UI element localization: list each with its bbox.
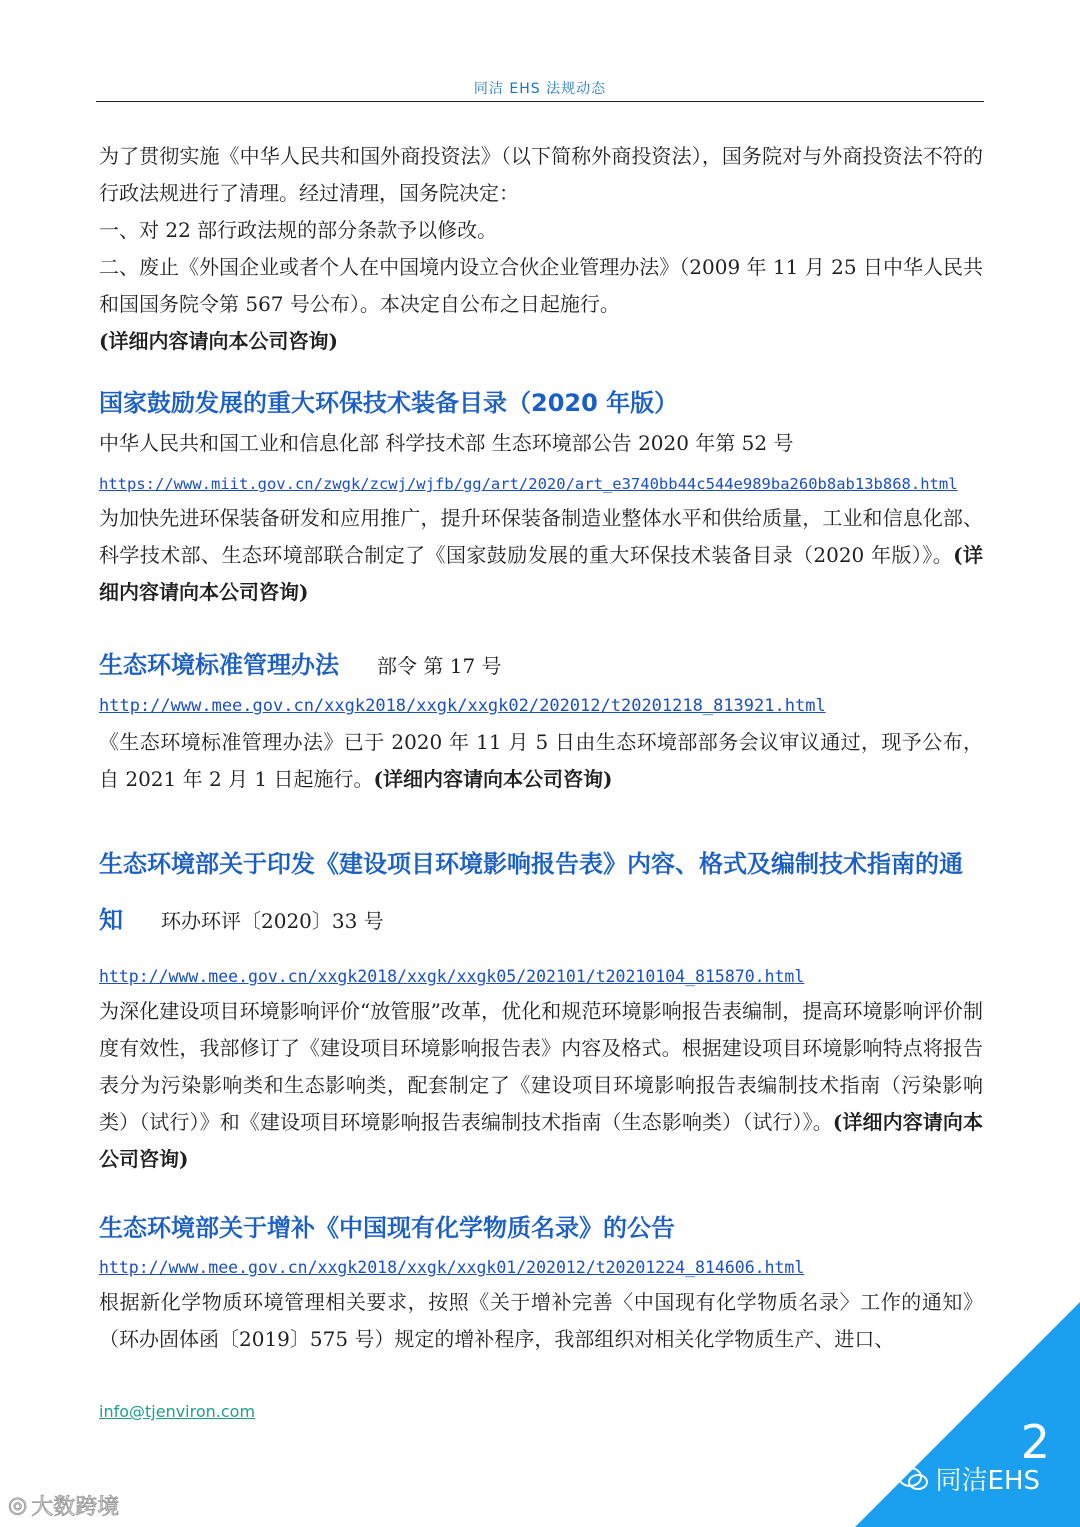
- section-1-body-text: 为加快先进环保装备研发和应用推广，提升环保装备制造业整体水平和供给质量，工业和信息化部、科学技术部、生态环境部联合制定了《国家鼓励发展的重大环保技术装备目录（2020 年版）》。: [99, 506, 983, 567]
- section-3-body-text: 为深化建设项目环境影响评价“放管服”改革，优化和规范环境影响报告表编制，提高环境影响评价制度有效性，我部修订了《建设项目环境影响报告表》内容及格式。根据建设项目环境影响特点将报告表分为污染影响类和生态影响类，配套制定了《建设项目环境影响报告表编制技术指南（污染影响类）（试行）》和《建设项目环境影响报告表编制技术指南（生态影响类）（试行）》。: [99, 999, 983, 1134]
- footer-email-link[interactable]: info@tjenviron.com: [99, 1402, 256, 1421]
- section-2-link[interactable]: http://www.mee.gov.cn/xxgk2018/xxgk/xxgk02/202012/t20201218_813921.html: [99, 696, 826, 716]
- section-1-body: [99, 500, 983, 611]
- section-4-link[interactable]: http://www.mee.gov.cn/xxgk2018/xxgk/xxgk01/202012/t20201224_814606.html: [99, 1258, 805, 1277]
- header-title: 同洁 EHS 法规动态: [473, 81, 607, 97]
- section-2-note: (详细内容请向本公司咨询): [373, 767, 613, 791]
- section-4-body: 根据新化学物质环境管理相关要求，按照《关于增补完善〈中国现有化学物质名录〉工作的通知》（环办固体函〔2019〕575 号）规定的增补程序，我部组织对相关化学物质生产、进口、: [99, 1290, 983, 1351]
- section-2-body: [99, 724, 983, 798]
- section-3-link[interactable]: http://www.mee.gov.cn/xxgk2018/xxgk/xxgk05/202101/t20210104_815870.html: [99, 967, 805, 986]
- intro-note: (详细内容请向本公司咨询): [99, 329, 338, 353]
- section-1-subtitle: 中华人民共和国工业和信息化部 科学技术部 生态环境部公告 2020 年第 52 号: [99, 431, 794, 455]
- section-3-note: (详细内容请向本公司咨询): [99, 1110, 983, 1171]
- section-2-title: 生态环境标准管理办法: [99, 651, 339, 679]
- header-divider: [96, 101, 984, 102]
- section-1-title: 国家鼓励发展的重大环保技术装备目录（2020 年版）: [99, 389, 679, 417]
- section-2-heading: [99, 645, 983, 686]
- watermark-right-text: 同洁EHS: [935, 1466, 1040, 1496]
- section-3-ref: 环办环评〔2020〕33 号: [161, 909, 384, 933]
- section-1-link[interactable]: https://www.miit.gov.cn/zwgk/zcwj/wjfb/gg/art/2020/art_e3740bb44c544e989ba260b8ab13b868.html: [99, 475, 958, 493]
- section-1-note: (详细内容请向本公司咨询): [99, 543, 983, 604]
- intro-paragraph: 为了贯彻实施《中华人民共和国外商投资法》（以下简称外商投资法），国务院对与外商投资法不符的行政法规进行了清理。经过清理，国务院决定：: [99, 144, 983, 205]
- section-3-heading: [99, 836, 983, 949]
- section-3-body: [99, 993, 983, 1178]
- section-3-title: 生态环境部关于印发《建设项目环境影响报告表》内容、格式及编制技术指南的通知: [99, 850, 963, 934]
- watermark-left-text: 大数跨境: [31, 1495, 120, 1520]
- wechat-icon: [898, 1466, 928, 1492]
- document-body: [99, 138, 983, 1358]
- section-2-ref: 部令 第 17 号: [377, 654, 502, 678]
- section-4-title: 生态环境部关于增补《中国现有化学物质名录》的公告: [99, 1214, 675, 1242]
- section-2-body-text: 《生态环境标准管理办法》已于 2020 年 11 月 5 日由生态环境部部务会议审议通过，现予公布，自 2021 年 2 月 1 日起施行。: [99, 730, 983, 791]
- weibo-icon: ◎: [8, 1493, 28, 1518]
- intro-item-1: 一、对 22 部行政法规的部分条款予以修改。: [99, 218, 498, 242]
- watermark-right: [898, 1460, 1040, 1497]
- watermark-left: [8, 1490, 119, 1521]
- page-number: 2: [1020, 1415, 1050, 1469]
- intro-item-2: 二、废止《外国企业或者个人在中国境内设立合伙企业管理办法》（2009 年 11 月 25 日中华人民共和国国务院令第 567 号公布）。本决定自公布之日起施行。: [99, 255, 983, 316]
